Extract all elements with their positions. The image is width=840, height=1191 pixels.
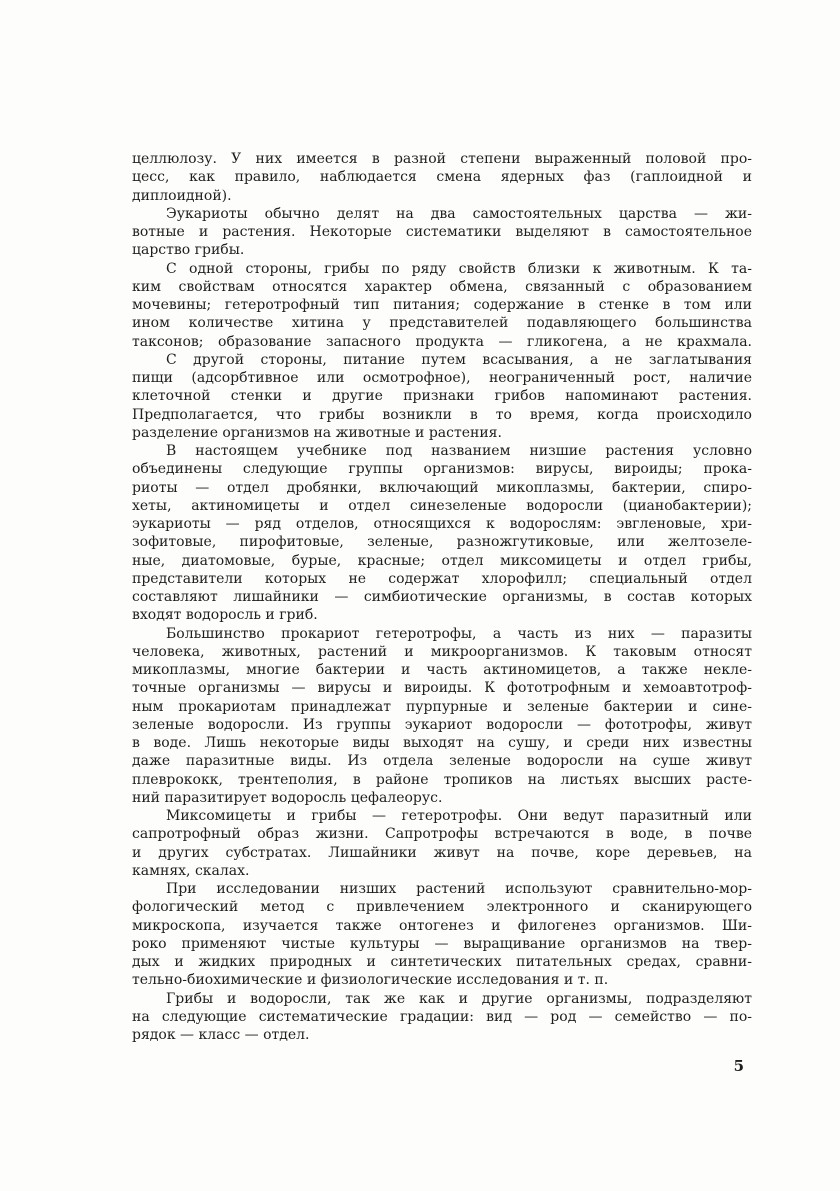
text-line: Миксомицеты и грибы — гетеротрофы. Они ведут паразитный или — [166, 808, 752, 824]
text-line: зофитовые, пирофитовые, зеленые, разножгутиковые, или желтозеле- — [132, 534, 752, 551]
text-line: С одной стороны, грибы по ряду свойств близки к животным. К та- — [166, 260, 752, 277]
text-line: роко применяют чистые культуры — выращивание организмов на твер- — [132, 935, 752, 952]
text-line: камнях, скалах. — [132, 862, 250, 879]
text-line: риоты — отдел дробянки, включающий микоплазмы, бактерии, спиро- — [132, 479, 752, 496]
text-line: При исследовании низших растений используют сравнительно-мор- — [166, 881, 752, 897]
text-line: ином количестве хитина у представителей подавляющего большинства — [132, 315, 752, 332]
text-line: ные, диатомовые, бурые, красные; отдел миксомицеты и отдел грибы, — [132, 552, 752, 569]
text-line: разделение организмов на животные и растения. — [132, 424, 502, 441]
text-line: плеврококк, трентеполия, в районе тропиков на листьях высших расте- — [132, 771, 752, 788]
body-text — [132, 150, 752, 1044]
text-line: царство грибы. — [132, 242, 245, 259]
text-line: Эукариоты обычно делят на два самостоятельных царства — жи- — [166, 205, 752, 222]
text-line: зеленые водоросли. Из группы эукариот водоросли — фототрофы, живут — [132, 716, 752, 733]
text-line: тельно-биохимические и физиологические исследования и т. п. — [132, 972, 609, 989]
text-line: даже паразитные виды. Из отдела зеленые водоросли на суше живут — [132, 753, 752, 770]
text-line: фологический метод с привлечением электронного и сканирующего — [132, 899, 752, 916]
text-line: эукариоты — ряд отделов, относящихся к водорослям: эвгленовые, хри- — [132, 516, 752, 532]
text-line: ным прокариотам принадлежат пурпурные и зеленые бактерии и сине- — [132, 698, 752, 715]
text-line: микоплазмы, многие бактерии и часть актиномицетов, а также некле- — [132, 662, 752, 678]
text-line: Большинство прокариот гетеротрофы, а часть из них — паразиты — [166, 625, 752, 642]
text-line: ний паразитирует водоросль цефалеорус. — [132, 789, 443, 806]
text-line: представители которых не содержат хлорофилл; специальный отдел — [132, 570, 752, 587]
text-line: человека, животных, растений и микроорганизмов. К таковым относят — [132, 643, 752, 660]
text-line: С другой стороны, питание путем всасывания, а не заглатывания — [166, 351, 752, 368]
text-line: вотные и растения. Некоторые систематики выделяют в самостоятельное — [132, 224, 752, 240]
text-line: Грибы и водоросли, так же как и другие организмы, подразделяют — [166, 990, 752, 1007]
text-line: в воде. Лишь некоторые виды выходят на сушу, и среди них известны — [132, 735, 752, 751]
text-line: мочевины; гетеротрофный тип питания; содержание в стенке в том или — [132, 297, 752, 313]
text-line: входят водоросль и гриб. — [132, 607, 318, 624]
text-line: В настоящем учебнике под названием низшие растения условно — [166, 443, 752, 459]
text-line: хеты, актиномицеты и отдел синезеленые водоросли (цианобактерии); — [132, 497, 752, 514]
text-line: и других субстратах. Лишайники живут на почве, коре деревьев, на — [132, 844, 752, 861]
text-line: дых и жидких природных и синтетических питательных средах, сравни- — [132, 954, 752, 970]
text-line: точные организмы — вирусы и вироиды. К фототрофным и хемоавтотроф- — [132, 680, 752, 697]
text-line: ким свойствам относятся характер обмена, связанный с образованием — [132, 278, 752, 295]
text-line: на следующие систематические градации: вид — род — семейство — по- — [132, 1008, 752, 1025]
text-line: цесс, как правило, наблюдается смена ядерных фаз (гаплоидной и — [132, 169, 752, 186]
text-line: сапротрофный образ жизни. Сапротрофы встречаются в воде, в почве — [132, 826, 752, 843]
text-line: составляют лишайники — симбиотические организмы, в состав которых — [132, 589, 752, 605]
text-line: микроскопа, изучается также онтогенез и филогенез организмов. Ши- — [132, 917, 752, 934]
text-line: Предполагается, что грибы возникли в то время, когда происходило — [132, 406, 752, 423]
text-line: таксонов; образование запасного продукта — гликогена, а не крахмала. — [132, 333, 752, 350]
text-line: пищи (адсорбтивное или осмотрофное), неограниченный рост, наличие — [132, 370, 752, 386]
page-number: 5 — [733, 1057, 744, 1075]
text-line: рядок — класс — отдел. — [132, 1027, 310, 1043]
text-line: клеточной стенки и другие признаки грибов напоминают растения. — [132, 388, 752, 405]
text-line: диплоидной). — [132, 187, 232, 204]
text-line: целлюлозу. У них имеется в разной степени выраженный половой про- — [132, 151, 752, 167]
text-line: объединены следующие группы организмов: вирусы, вироиды; прока- — [132, 461, 752, 478]
